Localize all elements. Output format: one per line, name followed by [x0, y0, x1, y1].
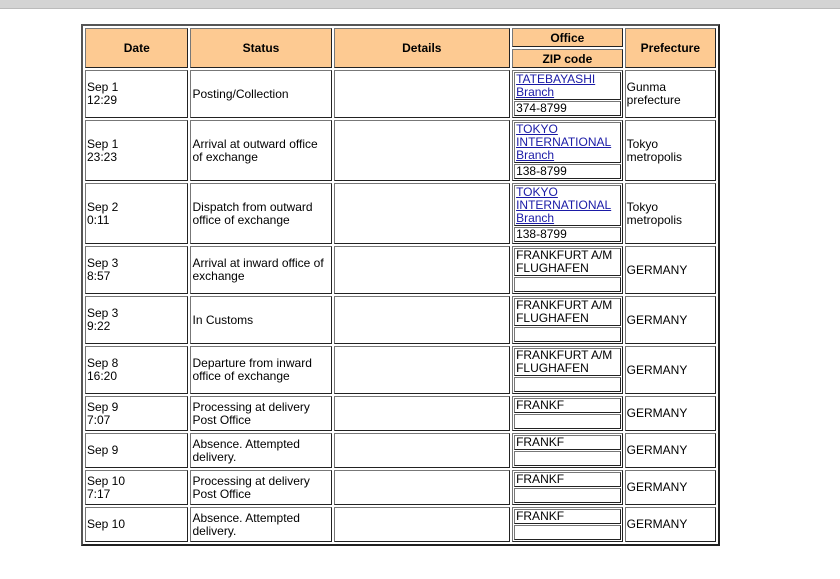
- zip-cell: [514, 377, 621, 392]
- time: 8:57: [87, 269, 111, 283]
- date-cell: [85, 183, 188, 244]
- office-cell: [512, 183, 623, 244]
- office-name: FRANKF: [516, 472, 565, 486]
- details-cell: [334, 433, 511, 468]
- date: Sep 1: [87, 136, 119, 151]
- office-name: FRANKFURT A/M FLUGHAFEN: [516, 348, 613, 375]
- date: Sep 2: [87, 199, 119, 214]
- office-link[interactable]: TATEBAYASHI Branch: [516, 72, 596, 99]
- office-name: FRANKF: [516, 435, 565, 449]
- table-row: [85, 396, 716, 431]
- header-zip: ZIP code: [512, 49, 623, 68]
- status-cell: In Customs: [190, 296, 331, 344]
- date: Sep 9: [87, 399, 119, 414]
- prefecture-cell: GERMANY: [625, 296, 716, 344]
- prefecture-cell: GERMANY: [625, 396, 716, 431]
- date-cell: [85, 470, 188, 505]
- date-cell: [85, 346, 188, 394]
- time: 23:23: [87, 149, 118, 164]
- header-details: Details: [334, 28, 511, 68]
- zip-cell: [514, 414, 621, 429]
- office-link[interactable]: TOKYO INTERNATIONAL Branch: [516, 122, 612, 162]
- office-name-cell: [514, 72, 621, 100]
- prefecture-cell: Tokyo metropolis: [625, 120, 716, 181]
- office-name-cell: [514, 509, 621, 524]
- details-cell: [334, 507, 511, 542]
- table-row: [85, 470, 716, 505]
- date: Sep 3: [87, 256, 119, 270]
- time: 12:29: [87, 93, 118, 107]
- zip-cell: [514, 488, 621, 503]
- details-cell: [334, 346, 511, 394]
- date-cell: [85, 507, 188, 542]
- office-name: FRANKF: [516, 509, 565, 523]
- date: Sep 3: [87, 306, 119, 320]
- office-name: FRANKFURT A/M FLUGHAFEN: [516, 248, 613, 275]
- browser-toolbar-edge: [0, 0, 840, 9]
- status-cell: Absence. Attempted delivery.: [190, 433, 331, 468]
- table-row: [85, 183, 716, 244]
- office-link[interactable]: TOKYO INTERNATIONAL Branch: [516, 185, 612, 225]
- prefecture-cell: GERMANY: [625, 246, 716, 294]
- date: Sep 9: [87, 443, 119, 457]
- zip-cell: 374-8799: [514, 101, 621, 116]
- details-cell: [334, 70, 511, 118]
- zip-cell: [514, 327, 621, 342]
- date-cell: [85, 120, 188, 181]
- office-name-cell: [514, 298, 621, 326]
- office-name-cell: [514, 398, 621, 413]
- office-name-cell: [514, 122, 621, 163]
- office-cell: [512, 507, 623, 542]
- office-name-cell: [514, 185, 621, 226]
- zip-cell: [514, 451, 621, 466]
- office-name-cell: [514, 472, 621, 487]
- prefecture-cell: Tokyo metropolis: [625, 183, 716, 244]
- zip-cell: 138-8799: [514, 227, 621, 242]
- date-cell: [85, 433, 188, 468]
- office-cell: [512, 246, 623, 294]
- office-name-cell: [514, 348, 621, 376]
- date: Sep 10: [87, 517, 126, 531]
- header-prefecture: Prefecture: [625, 28, 716, 68]
- office-cell: [512, 120, 623, 181]
- date-cell: [85, 70, 188, 118]
- office-cell: [512, 296, 623, 344]
- details-cell: [334, 470, 511, 505]
- office-name: FRANKF: [516, 398, 565, 412]
- header-status: Status: [190, 28, 331, 68]
- date-cell: [85, 396, 188, 431]
- zip-cell: [514, 525, 621, 540]
- table-row: [85, 346, 716, 394]
- prefecture-cell: GERMANY: [625, 470, 716, 505]
- details-cell: [334, 296, 511, 344]
- status-cell: Arrival at inward office of exchange: [190, 246, 331, 294]
- office-cell: [512, 396, 623, 431]
- office-name: FRANKFURT A/M FLUGHAFEN: [516, 298, 613, 325]
- time: 0:11: [87, 212, 110, 227]
- date-cell: [85, 246, 188, 294]
- prefecture-cell: GERMANY: [625, 346, 716, 394]
- date: Sep 1: [87, 80, 119, 94]
- time: 16:20: [87, 369, 118, 383]
- prefecture-cell: GERMANY: [625, 433, 716, 468]
- details-cell: [334, 246, 511, 294]
- zip-cell: [514, 277, 621, 292]
- prefecture-cell: GERMANY: [625, 507, 716, 542]
- table-row: [85, 433, 716, 468]
- office-name-cell: [514, 435, 621, 450]
- status-cell: Posting/Collection: [190, 70, 331, 118]
- status-cell: Dispatch from outward office of exchange: [190, 183, 331, 244]
- details-cell: [334, 183, 511, 244]
- status-cell: Departure from inward office of exchange: [190, 346, 331, 394]
- status-cell: Arrival at outward office of exchange: [190, 120, 331, 181]
- details-cell: [334, 120, 511, 181]
- details-cell: [334, 396, 511, 431]
- time: 9:22: [87, 319, 111, 333]
- status-cell: Processing at delivery Post Office: [190, 470, 331, 505]
- header-office: Office: [512, 28, 623, 47]
- table-row: [85, 296, 716, 344]
- time: 7:07: [87, 412, 111, 427]
- prefecture-cell: Gunma prefecture: [625, 70, 716, 118]
- date: Sep 8: [87, 356, 119, 370]
- table-row: [85, 120, 716, 181]
- zip-cell: 138-8799: [514, 164, 621, 179]
- tracking-table: [81, 24, 720, 546]
- office-cell: [512, 346, 623, 394]
- status-cell: Absence. Attempted delivery.: [190, 507, 331, 542]
- table-row: [85, 507, 716, 542]
- table-row: [85, 246, 716, 294]
- office-cell: [512, 433, 623, 468]
- status-cell: Processing at delivery Post Office: [190, 396, 331, 431]
- office-cell: [512, 70, 623, 118]
- office-cell: [512, 470, 623, 505]
- date: Sep 10: [87, 473, 126, 488]
- table-row: [85, 70, 716, 118]
- office-name-cell: [514, 248, 621, 276]
- time: 7:17: [87, 486, 111, 501]
- header-date: Date: [85, 28, 188, 68]
- date-cell: [85, 296, 188, 344]
